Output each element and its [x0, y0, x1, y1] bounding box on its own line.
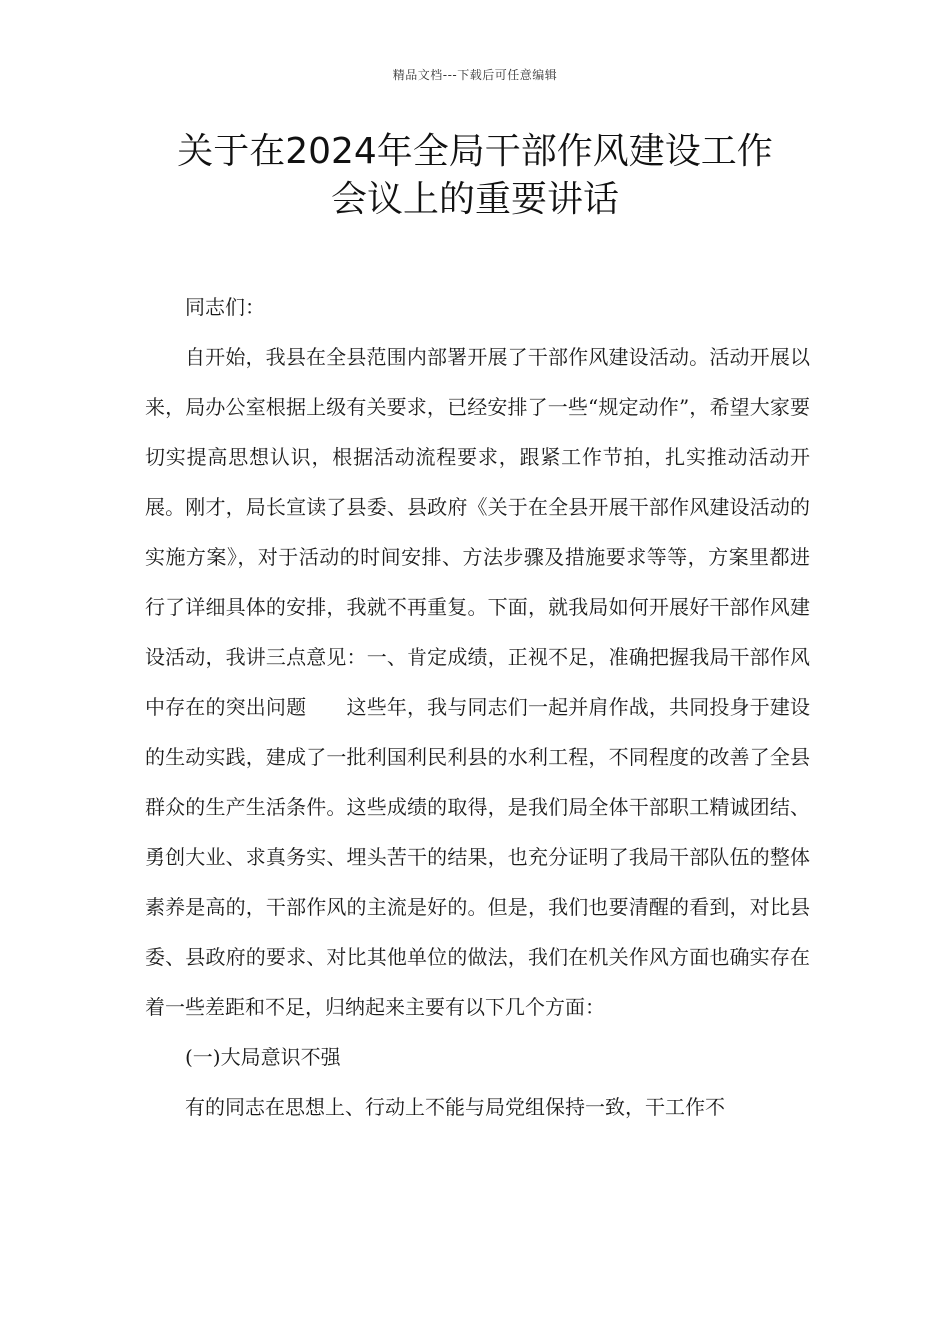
document-body [145, 282, 810, 1132]
paragraph: 有的同志在思想上、行动上不能与局党组保持一致，干工作不 [185, 1095, 725, 1119]
title-line-2: 会议上的重要讲话 [330, 179, 619, 220]
section-heading: (一)大局意识不强 [185, 1045, 341, 1069]
paragraph: 自开始，我县在全县范围内部署开展了干部作风建设活动。活动开展以来，局办公室根据上级有关要求，已经安排了一些“规定动作”，希望大家要切实提高思想认识，根据活动流程要求，跟紧工作节拍，扎实推动活动开展。刚才，局长宣读了县委、县政府《关于在全县开展干部作风建设活动的实施方案》，对于活动的时间安排、方法步骤及措施要求等等，方案里都进行了详细具体的安排，我就不再重复。下面，就我局如何开展好干部作风建设活动，我讲三点意见：一、肯定成绩，正视不足，准确把握我局干部作风中存在的突出问题 这些年，我与同志们一起并肩作战，共同投身于建设的生动实践，建成了一批利国利民利县的水利工程，不同程度的改善了全县群众的生产生活条件。这些成绩的取得，是我们局全体干部职工精诚团结、勇创大业、求真务实、埋头苦干的结果，也充分证明了我局干部队伍的整体素养是高的，干部作风的主流是好的。但是，我们也要清醒的看到，对比县委、县政府的要求、对比其他单位的做法，我们在机关作风方面也确实存在着一些差距和不足，归纳起来主要有以下几个方面： [145, 345, 810, 1019]
header-note: 精品文档---下载后可任意编辑 [392, 68, 558, 82]
document-title [100, 128, 850, 224]
salutation: 同志们： [185, 295, 265, 319]
title-line-1: 关于在2024年全局干部作风建设工作 [177, 131, 773, 172]
